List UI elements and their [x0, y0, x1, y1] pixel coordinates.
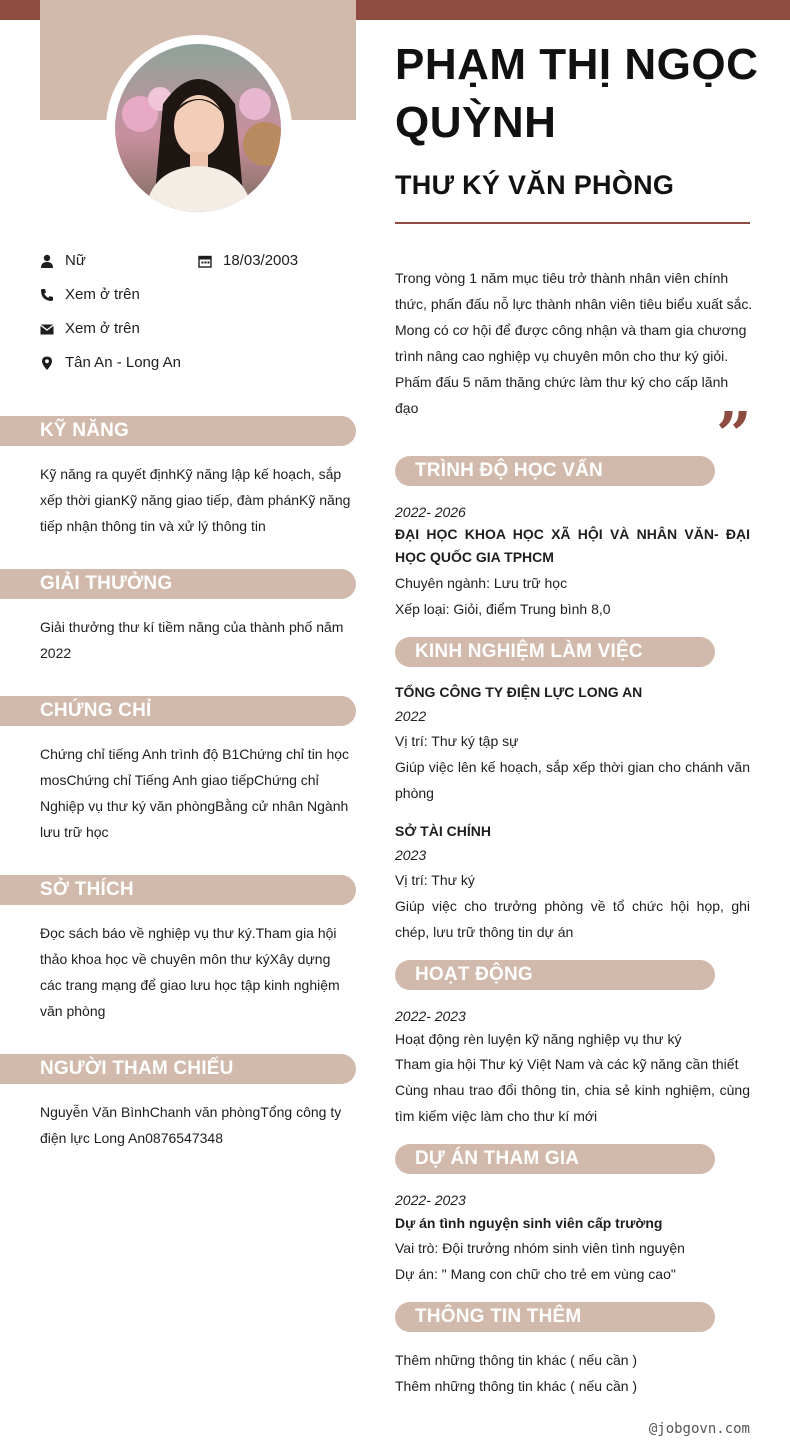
project-description: Dự án: " Mang con chữ cho trẻ em vùng cao"	[395, 1266, 676, 1282]
project-role: Vai trò: Đội trưởng nhóm sinh viên tình nguyện	[395, 1240, 685, 1256]
hobbies-title: SỞ THÍCH	[40, 879, 134, 900]
job-title: THƯ KÝ VĂN PHÒNG	[395, 170, 675, 200]
title-divider	[395, 222, 750, 224]
section-header-hobbies	[0, 875, 356, 905]
extra-info-line: Thêm những thông tin khác ( nếu cần )	[395, 1352, 638, 1368]
section-header-awards	[0, 569, 356, 599]
section-header-skills	[0, 416, 356, 446]
experience-company: SỞ TÀI CHÍNH	[395, 823, 491, 839]
extra-info-line: Thêm những thông tin khác ( nếu cần )	[395, 1378, 638, 1394]
candidate-name: PHẠM THỊ NGỌC QUỲNH	[395, 40, 759, 147]
phone-value: Xem ở trên	[65, 286, 140, 303]
email-value: Xem ở trên	[65, 320, 140, 337]
education-major: Chuyên ngành: Lưu trữ học	[395, 575, 568, 591]
activity-line: Tham gia hội Thư ký Việt Nam và các kỹ năng cần thiết	[395, 1056, 739, 1072]
quote-icon: ”	[716, 398, 752, 471]
phone-icon	[40, 288, 54, 302]
certificates-text: Chứng chỉ tiếng Anh trình độ B1Chứng chỉ tin học mosChứng chỉ Tiếng Anh giao tiếpChứng chỉ Nghiệp vụ thư ký văn phòngBằng cử nhân Ngành lưu trữ học	[40, 746, 350, 840]
experience-description: Giúp việc cho trưởng phòng về tổ chức hội họp, ghi chép, lưu trữ thông tin dự án	[395, 898, 750, 940]
experience-year: 2022	[395, 708, 427, 724]
experience-position: Vị trí: Thư ký tập sự	[395, 733, 519, 749]
education-period: 2022- 2026	[395, 504, 466, 520]
project-period: 2022- 2023	[395, 1192, 466, 1208]
awards-title: GIẢI THƯỞNG	[40, 573, 173, 594]
activity-line: Cùng nhau trao đổi thông tin, chia sẻ kinh nghiệm, cùng tìm kiếm việc làm cho thư kí mới	[395, 1082, 750, 1124]
activities-title: HOẠT ĐỘNG	[415, 964, 533, 985]
awards-text: Giải thưởng thư kí tiềm năng của thành phố năm 2022	[40, 619, 344, 661]
section-header-certificates	[0, 696, 356, 726]
experience-year: 2023	[395, 847, 427, 863]
section-header-education	[395, 456, 715, 486]
section-header-activities	[395, 960, 715, 990]
section-header-experience	[395, 637, 715, 667]
footer-watermark: @jobgovn.com	[648, 1421, 750, 1437]
experience-company: TỔNG CÔNG TY ĐIỆN LỰC LONG AN	[395, 684, 643, 700]
career-objective: Trong vòng 1 năm mục tiêu trở thành nhân viên chính thức, phấn đấu nỗ lực thành nhân viên tiêu biểu xuất sắc. Mong có cơ hội để được công nhận và tham gia chương trình nâng cao nghiệp vụ chuyên môn cho thư ký giỏi. Phấm đấu 5 năm thăng chức làm thư ký cho cấp lãnh đạo	[395, 270, 753, 416]
user-icon	[40, 254, 54, 268]
education-school: ĐẠI HỌC KHOA HỌC XÃ HỘI VÀ NHÂN VĂN- ĐẠI HỌC QUỐC GIA TPHCM	[395, 526, 750, 565]
certificates-title: CHỨNG CHỈ	[40, 700, 152, 721]
education-title: TRÌNH ĐỘ HỌC VẤN	[415, 460, 603, 481]
project-name: Dự án tình nguyện sinh viên cấp trường	[395, 1215, 663, 1231]
skills-title: KỸ NĂNG	[40, 420, 130, 441]
projects-title: DỰ ÁN THAM GIA	[415, 1148, 580, 1169]
mail-icon	[40, 322, 54, 336]
references-title: NGƯỜI THAM CHIẾU	[40, 1058, 234, 1079]
activity-line: Hoạt động rèn luyện kỹ năng nghiệp vụ thư ký	[395, 1031, 682, 1047]
section-header-projects	[395, 1144, 715, 1174]
section-header-extra-info	[395, 1302, 715, 1332]
calendar-icon	[198, 254, 212, 268]
activities-period: 2022- 2023	[395, 1008, 466, 1024]
references-text: Nguyễn Văn BìnhChanh văn phòngTổng công ty điện lực Long An0876547348	[40, 1104, 342, 1146]
address-value: Tân An - Long An	[65, 354, 181, 371]
location-pin-icon	[40, 356, 54, 370]
gender-value: Nữ	[65, 252, 86, 269]
education-grade: Xếp loại: Giỏi, điểm Trung bình 8,0	[395, 601, 611, 617]
skills-text: Kỹ năng ra quyết địnhKỹ năng lập kế hoạch, sắp xếp thời gianKỹ năng giao tiếp, đàm phánKỹ năng tiếp nhận thông tin và xử lý thông tin	[40, 466, 351, 534]
experience-title: KINH NGHIỆM LÀM VIỆC	[415, 641, 643, 662]
birthdate-value: 18/03/2003	[223, 252, 299, 269]
experience-description: Giúp việc lên kế hoạch, sắp xếp thời gian cho chánh văn phòng	[395, 759, 750, 801]
extra-info-title: THÔNG TIN THÊM	[415, 1306, 582, 1327]
avatar	[115, 44, 281, 212]
section-header-references	[0, 1054, 356, 1084]
hobbies-text: Đọc sách báo về nghiệp vụ thư ký.Tham gia hội thảo khoa học về chuyên môn thư kýXây dựng các trang mạng để giao lưu học tập kinh nghiệm văn phòng	[40, 925, 340, 1019]
experience-position: Vị trí: Thư ký	[395, 872, 475, 888]
